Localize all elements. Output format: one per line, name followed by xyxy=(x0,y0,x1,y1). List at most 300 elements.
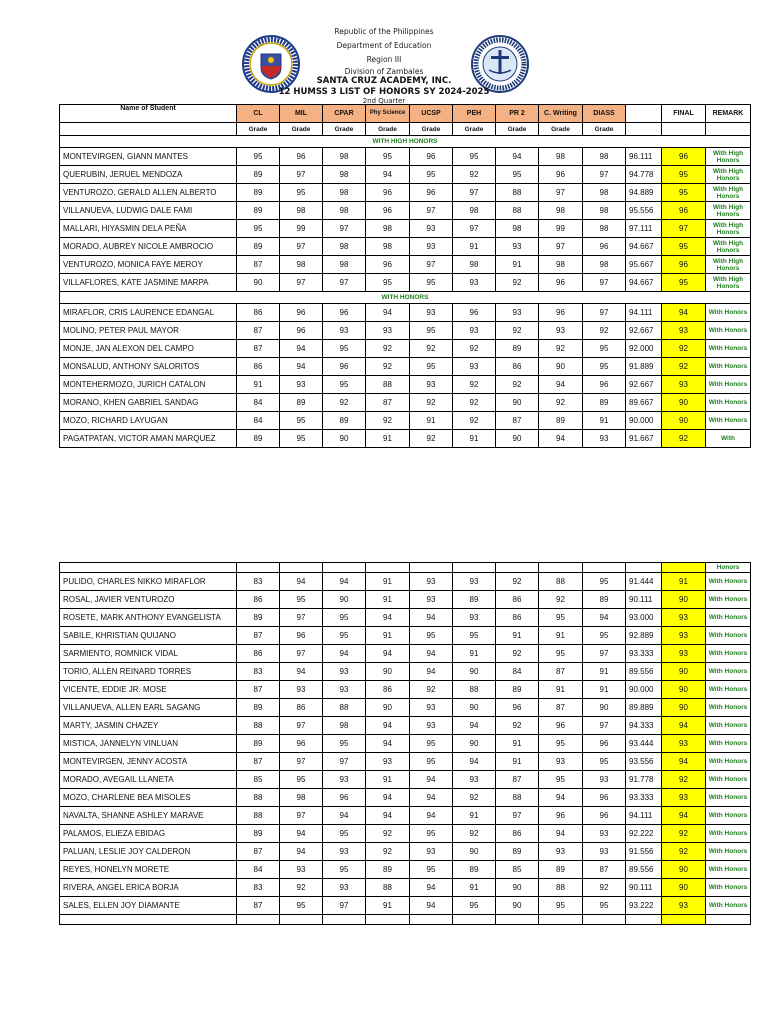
subject-grade: 91 xyxy=(453,879,496,897)
subject-grade: 91 xyxy=(496,256,539,274)
subject-grade: 97 xyxy=(280,717,323,735)
average-grade: 97.111 xyxy=(626,220,662,238)
subject-grade: 92 xyxy=(496,717,539,735)
subject-grade: 95 xyxy=(323,376,366,394)
grade-label: Grade xyxy=(280,123,323,136)
subject-grade: 98 xyxy=(323,717,366,735)
average-grade: 94.778 xyxy=(626,166,662,184)
subject-grade: 89 xyxy=(583,394,626,412)
subject-grade: 98 xyxy=(496,220,539,238)
subject-grade: 93 xyxy=(453,322,496,340)
final-grade: 97 xyxy=(662,220,706,238)
subject-grade: 89 xyxy=(237,184,280,202)
final-grade: 92 xyxy=(662,843,706,861)
subject-header: Phy Science xyxy=(366,105,410,123)
remark: With Honors xyxy=(706,789,751,807)
subject-grade: 96 xyxy=(366,184,410,202)
student-name: VICENTE, EDDIE JR. MOSE xyxy=(60,681,237,699)
final-grade: 90 xyxy=(662,591,706,609)
subject-grade: 94 xyxy=(410,897,453,915)
subject-grade: 91 xyxy=(583,663,626,681)
subject-grade: 93 xyxy=(323,322,366,340)
average-grade: 94.111 xyxy=(626,807,662,825)
average-grade: 92.889 xyxy=(626,627,662,645)
subject-grade: 94 xyxy=(366,807,410,825)
subject-grade: 93 xyxy=(583,430,626,448)
student-name: MONTEVIRGEN, JENNY ACOSTA xyxy=(60,753,237,771)
subject-grade: 93 xyxy=(410,304,453,322)
subject-grade: 96 xyxy=(583,735,626,753)
remark: With Honors xyxy=(706,717,751,735)
subject-grade: 88 xyxy=(539,573,583,591)
subject-grade: 93 xyxy=(323,681,366,699)
subject-grade: 87 xyxy=(237,843,280,861)
subject-grade: 98 xyxy=(280,789,323,807)
remark: With Honors xyxy=(706,681,751,699)
subject-grade: 90 xyxy=(583,699,626,717)
student-row xyxy=(60,202,751,220)
subject-grade: 94 xyxy=(539,376,583,394)
subject-grade: 92 xyxy=(583,879,626,897)
subject-grade: 90 xyxy=(539,358,583,376)
subject-grade: 90 xyxy=(453,663,496,681)
subject-grade: 97 xyxy=(583,717,626,735)
subject-grade: 98 xyxy=(539,256,583,274)
subject-grade: 96 xyxy=(539,166,583,184)
student-name: VENTUROZO, GERALD ALLEN ALBERTO xyxy=(60,184,237,202)
final-grade: 94 xyxy=(662,807,706,825)
subject-grade: 95 xyxy=(323,340,366,358)
remark-header: REMARK xyxy=(706,105,751,123)
average-grade: 93.556 xyxy=(626,753,662,771)
remark: With Honors xyxy=(706,879,751,897)
average-grade: 89.556 xyxy=(626,663,662,681)
region-line: Region III xyxy=(366,55,402,64)
subject-grade: 86 xyxy=(237,358,280,376)
student-row xyxy=(60,430,751,448)
average-grade: 90.000 xyxy=(626,412,662,430)
subject-grade: 91 xyxy=(453,807,496,825)
subject-grade: 88 xyxy=(496,789,539,807)
student-name: PALAMOS, ELIEZA EBIDAG xyxy=(60,825,237,843)
average-grade: 96.111 xyxy=(626,148,662,166)
student-name: MARTY, JASMIN CHAZEY xyxy=(60,717,237,735)
subject-grade: 95 xyxy=(237,148,280,166)
subject-grade: 91 xyxy=(539,681,583,699)
student-row xyxy=(60,358,751,376)
subject-grade: 95 xyxy=(453,897,496,915)
subject-grade: 92 xyxy=(496,645,539,663)
student-name: QUERUBIN, JERUEL MENDOZA xyxy=(60,166,237,184)
subject-grade: 89 xyxy=(496,681,539,699)
subject-grade: 95 xyxy=(366,148,410,166)
student-name: VILLANUEVA, LUDWIG DALE FAMI xyxy=(60,202,237,220)
subject-grade: 94 xyxy=(280,573,323,591)
subject-grade: 92 xyxy=(410,430,453,448)
subject-grade: 92 xyxy=(496,573,539,591)
subject-grade: 90 xyxy=(453,699,496,717)
subject-grade: 90 xyxy=(237,274,280,292)
subject-grade: 91 xyxy=(453,645,496,663)
subject-header: CL xyxy=(237,105,280,123)
subject-grade: 87 xyxy=(237,753,280,771)
student-row xyxy=(60,322,751,340)
subject-grade: 95 xyxy=(323,609,366,627)
subject-grade: 87 xyxy=(539,699,583,717)
remark: With Honors xyxy=(706,735,751,753)
subject-grade: 93 xyxy=(453,274,496,292)
subject-grade: 93 xyxy=(453,771,496,789)
subject-grade: 96 xyxy=(583,789,626,807)
subject-grade: 96 xyxy=(410,184,453,202)
subject-grade: 94 xyxy=(366,717,410,735)
subject-grade: 84 xyxy=(496,663,539,681)
subject-grade: 94 xyxy=(280,340,323,358)
remark: With High Honors xyxy=(706,238,751,256)
subject-grade: 94 xyxy=(453,753,496,771)
average-grade: 95.667 xyxy=(626,256,662,274)
subject-grade: 90 xyxy=(453,843,496,861)
student-row xyxy=(60,861,751,879)
subject-grade: 96 xyxy=(583,238,626,256)
subject-grade: 96 xyxy=(280,627,323,645)
subject-grade: 93 xyxy=(410,238,453,256)
subject-grade: 89 xyxy=(323,412,366,430)
student-name: MOZO, CHARLENE BEA MISOLES xyxy=(60,789,237,807)
subject-header: UCSP xyxy=(410,105,453,123)
subject-grade: 95 xyxy=(539,735,583,753)
subject-grade: 94 xyxy=(410,789,453,807)
average-grade: 90.000 xyxy=(626,681,662,699)
subject-grade: 92 xyxy=(366,412,410,430)
subject-grade: 94 xyxy=(539,825,583,843)
subject-grade: 97 xyxy=(323,274,366,292)
subject-grade: 92 xyxy=(366,340,410,358)
grade-label: Grade xyxy=(323,123,366,136)
student-row xyxy=(60,807,751,825)
subject-grade: 94 xyxy=(280,843,323,861)
final-grade: 90 xyxy=(662,681,706,699)
subject-grade: 97 xyxy=(410,256,453,274)
subject-grade: 95 xyxy=(410,861,453,879)
subject-grade: 94 xyxy=(366,166,410,184)
subject-grade: 96 xyxy=(323,789,366,807)
subject-grade: 94 xyxy=(323,573,366,591)
student-row xyxy=(60,897,751,915)
subject-grade: 98 xyxy=(366,220,410,238)
average-grade: 91.556 xyxy=(626,843,662,861)
student-row xyxy=(60,717,751,735)
student-name: PALUAN, LESLIE JOY CALDERON xyxy=(60,843,237,861)
subject-grade: 83 xyxy=(237,879,280,897)
final-grade: 92 xyxy=(662,340,706,358)
subject-grade: 98 xyxy=(453,256,496,274)
student-name: MORANO, KHEN GABRIEL SANDAG xyxy=(60,394,237,412)
subject-grade: 92 xyxy=(453,376,496,394)
subject-grade: 97 xyxy=(323,897,366,915)
final-grade: 94 xyxy=(662,753,706,771)
remark: With High Honors xyxy=(706,166,751,184)
student-name: MOZO, RICHARD LAYUGAN xyxy=(60,412,237,430)
subject-grade: 95 xyxy=(323,825,366,843)
student-name: RIVERA, ANGEL ERICA BORJA xyxy=(60,879,237,897)
subject-grade: 94 xyxy=(280,825,323,843)
subject-grade: 97 xyxy=(583,304,626,322)
subject-grade: 92 xyxy=(539,340,583,358)
student-name: VILLANUEVA, ALLEN EARL SAGANG xyxy=(60,699,237,717)
average-grade: 94.111 xyxy=(626,304,662,322)
subject-grade: 89 xyxy=(237,699,280,717)
student-name: NAVALTA, SHANNE ASHLEY MARAVE xyxy=(60,807,237,825)
subject-grade: 88 xyxy=(366,879,410,897)
student-row xyxy=(60,238,751,256)
average-grade: 93.444 xyxy=(626,735,662,753)
grade-label: Grade xyxy=(539,123,583,136)
final-grade: 90 xyxy=(662,879,706,897)
student-name: VILLAFLORES, KATE JASMINE MARPA xyxy=(60,274,237,292)
subject-grade: 95 xyxy=(410,358,453,376)
subject-grade: 89 xyxy=(539,861,583,879)
subject-grade: 94 xyxy=(410,645,453,663)
table-header-row xyxy=(60,105,751,123)
subject-grade: 87 xyxy=(237,340,280,358)
average-grade: 93.333 xyxy=(626,645,662,663)
subject-grade: 93 xyxy=(323,663,366,681)
subject-grade: 95 xyxy=(496,166,539,184)
subject-grade: 94 xyxy=(366,609,410,627)
subject-grade: 91 xyxy=(366,573,410,591)
subject-grade: 90 xyxy=(366,663,410,681)
carry-over-row xyxy=(60,563,751,573)
subject-grade: 89 xyxy=(237,238,280,256)
subject-grade: 97 xyxy=(280,238,323,256)
subject-grade: 93 xyxy=(323,879,366,897)
final-grade: 91 xyxy=(662,573,706,591)
remark: With Honors xyxy=(706,699,751,717)
subject-grade: 89 xyxy=(539,412,583,430)
subject-grade: 96 xyxy=(539,807,583,825)
remark: With Honors xyxy=(706,753,751,771)
student-name: MOLINO, PETER PAUL MAYOR xyxy=(60,322,237,340)
subject-grade: 85 xyxy=(496,861,539,879)
subject-grade: 96 xyxy=(366,202,410,220)
student-row xyxy=(60,825,751,843)
student-name: PAGATPATAN, VICTOR AMAN MARQUEZ xyxy=(60,430,237,448)
remark: With High Honors xyxy=(706,274,751,292)
subject-grade: 95 xyxy=(410,274,453,292)
subject-grade: 95 xyxy=(323,627,366,645)
subject-grade: 92 xyxy=(323,394,366,412)
subject-grade: 95 xyxy=(237,220,280,238)
subject-grade: 98 xyxy=(280,202,323,220)
subject-grade: 86 xyxy=(280,699,323,717)
student-name: ROSETE, MARK ANTHONY EVANGELISTA xyxy=(60,609,237,627)
final-grade: 93 xyxy=(662,322,706,340)
subject-grade: 97 xyxy=(280,166,323,184)
average-grade: 92.667 xyxy=(626,322,662,340)
subject-grade: 87 xyxy=(237,256,280,274)
final-grade: 93 xyxy=(662,735,706,753)
subject-grade: 96 xyxy=(323,304,366,322)
subject-grade: 93 xyxy=(410,699,453,717)
subject-grade: 94 xyxy=(410,771,453,789)
subject-grade: 87 xyxy=(237,897,280,915)
subject-grade: 93 xyxy=(280,681,323,699)
subject-grade: 97 xyxy=(453,184,496,202)
republic-line: Republic of the Philippines xyxy=(334,27,434,36)
student-name: PULIDO, CHARLES NIKKO MIRAFLOR xyxy=(60,573,237,591)
subject-grade: 89 xyxy=(237,609,280,627)
remark: With High Honors xyxy=(706,220,751,238)
subject-grade: 84 xyxy=(237,861,280,879)
subject-grade: 93 xyxy=(453,609,496,627)
subject-grade: 88 xyxy=(323,699,366,717)
subject-grade: 94 xyxy=(410,609,453,627)
subject-grade: 97 xyxy=(280,609,323,627)
final-grade: 90 xyxy=(662,699,706,717)
subject-grade: 83 xyxy=(237,573,280,591)
final-grade: 93 xyxy=(662,645,706,663)
subject-grade: 95 xyxy=(453,148,496,166)
average-grade: 89.667 xyxy=(626,394,662,412)
subject-grade: 93 xyxy=(280,861,323,879)
subject-grade: 95 xyxy=(539,609,583,627)
subject-grade: 91 xyxy=(453,430,496,448)
remark: With High Honors xyxy=(706,202,751,220)
subject-grade: 86 xyxy=(237,645,280,663)
subject-grade: 92 xyxy=(410,340,453,358)
remark: With High Honors xyxy=(706,148,751,166)
average-grade: 94.333 xyxy=(626,717,662,735)
subject-grade: 89 xyxy=(237,166,280,184)
average-grade: 89.889 xyxy=(626,699,662,717)
remark: With Honors xyxy=(706,825,751,843)
average-header xyxy=(626,105,662,123)
student-row xyxy=(60,220,751,238)
subject-grade: 94 xyxy=(280,358,323,376)
subject-grade: 91 xyxy=(583,681,626,699)
subject-grade: 97 xyxy=(323,753,366,771)
category-with-honors: WITH HONORS xyxy=(60,292,751,304)
student-row xyxy=(60,663,751,681)
subject-grade: 95 xyxy=(366,274,410,292)
subject-grade: 92 xyxy=(410,394,453,412)
subject-grade: 98 xyxy=(280,256,323,274)
remark: With Honors xyxy=(706,807,751,825)
student-row xyxy=(60,681,751,699)
subject-grade: 96 xyxy=(539,274,583,292)
subject-grade: 95 xyxy=(583,897,626,915)
subject-grade: 88 xyxy=(237,789,280,807)
subject-grade: 91 xyxy=(366,627,410,645)
subject-grade: 94 xyxy=(366,304,410,322)
subject-grade: 94 xyxy=(410,807,453,825)
high-honors-rows xyxy=(60,148,751,292)
subject-grade: 93 xyxy=(366,753,410,771)
subject-grade: 93 xyxy=(410,717,453,735)
final-grade: 96 xyxy=(662,256,706,274)
student-row xyxy=(60,166,751,184)
remark: With Honors xyxy=(706,591,751,609)
final-grade: 95 xyxy=(662,184,706,202)
subject-grade: 93 xyxy=(496,304,539,322)
average-grade: 91.778 xyxy=(626,771,662,789)
subject-grade: 92 xyxy=(453,412,496,430)
subject-grade: 87 xyxy=(496,771,539,789)
grade-label: Grade xyxy=(366,123,410,136)
average-grade: 91.667 xyxy=(626,430,662,448)
subject-grade: 98 xyxy=(323,202,366,220)
subject-grade: 87 xyxy=(496,412,539,430)
subject-grade: 91 xyxy=(366,897,410,915)
final-grade: 92 xyxy=(662,358,706,376)
subject-grade: 87 xyxy=(237,322,280,340)
subject-grade: 89 xyxy=(237,825,280,843)
subject-grade: 98 xyxy=(323,238,366,256)
subject-grade: 84 xyxy=(237,394,280,412)
subject-grade: 90 xyxy=(366,699,410,717)
subject-header: C. Writing xyxy=(539,105,583,123)
average-grade: 90.111 xyxy=(626,591,662,609)
student-name: ROSAL, JAVIER VENTUROZO xyxy=(60,591,237,609)
average-grade: 92.000 xyxy=(626,340,662,358)
student-name: MISTICA, JANNELYN VINLUAN xyxy=(60,735,237,753)
subject-grade: 98 xyxy=(539,202,583,220)
subject-grade: 95 xyxy=(583,340,626,358)
subject-grade: 87 xyxy=(366,394,410,412)
category-row xyxy=(60,292,751,304)
student-name: SALES, ELLEN JOY DIAMANTE xyxy=(60,897,237,915)
subject-grade: 91 xyxy=(366,771,410,789)
remark: With Honors xyxy=(706,304,751,322)
subject-grade: 94 xyxy=(496,148,539,166)
subject-grade: 89 xyxy=(280,394,323,412)
subject-grade: 86 xyxy=(496,358,539,376)
final-grade: 93 xyxy=(662,609,706,627)
blank-row xyxy=(60,915,751,925)
subject-grade: 90 xyxy=(496,879,539,897)
subject-grade: 95 xyxy=(583,573,626,591)
subject-header: PEH xyxy=(453,105,496,123)
subject-grade: 96 xyxy=(366,256,410,274)
subject-grade: 98 xyxy=(323,256,366,274)
student-name: MALLARI, HIYASMIN DELA PEÑA xyxy=(60,220,237,238)
subject-grade: 86 xyxy=(366,681,410,699)
subject-grade: 98 xyxy=(453,202,496,220)
subject-grade: 91 xyxy=(366,591,410,609)
subject-grade: 94 xyxy=(410,663,453,681)
subject-grade: 90 xyxy=(453,735,496,753)
student-name: MORADO, AUBREY NICOLE AMBROCIO xyxy=(60,238,237,256)
subject-grade: 94 xyxy=(366,735,410,753)
remark: With Honors xyxy=(706,627,751,645)
remark: With Honors xyxy=(706,340,751,358)
student-row xyxy=(60,735,751,753)
honors-table-page-2 xyxy=(59,562,751,925)
remark: With Honors xyxy=(706,645,751,663)
subject-grade: 98 xyxy=(539,148,583,166)
remark: With High Honors xyxy=(706,256,751,274)
subject-grade: 95 xyxy=(280,412,323,430)
subject-grade: 84 xyxy=(237,412,280,430)
subject-grade: 88 xyxy=(366,376,410,394)
document-title: 12 HUMSS 3 LIST OF HONORS SY 2024-2025 xyxy=(278,87,490,97)
department-line: Department of Education xyxy=(336,41,432,50)
subject-grade: 92 xyxy=(496,274,539,292)
subject-grade: 95 xyxy=(323,861,366,879)
subject-grade: 86 xyxy=(496,591,539,609)
student-row xyxy=(60,256,751,274)
